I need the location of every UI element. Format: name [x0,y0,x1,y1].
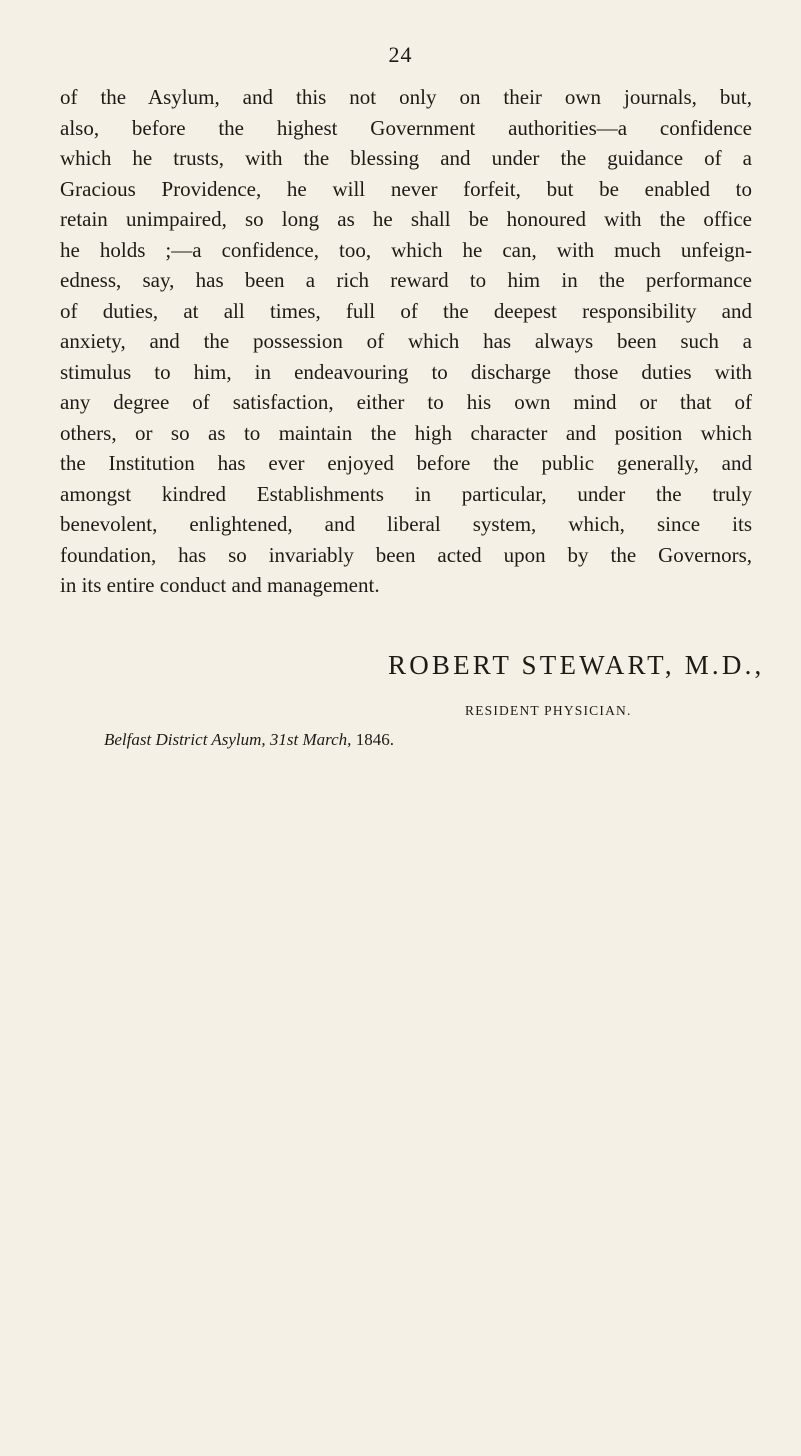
text-line: also, before the highest Government authorities—a confidence [60,115,752,140]
body-text [60,82,752,601]
text-line: retain unimpaired, so long as he shall be honoured with the office [60,207,752,231]
text-line: amongst kindred Establishments in particular, under the truly [60,481,752,506]
text-line: of the Asylum, and this not only on their own journals, but, [60,85,752,109]
text-line: he holds ;—a confidence, too, which he can, with much unfeign- [60,237,752,262]
dateline-day: 31st March, [269,730,352,749]
text-line: anxiety, and the possession of which has always been such a [60,329,752,353]
text-line: in its entire conduct and management. [60,573,380,597]
text-line: stimulus to him, in endeavouring to discharge those duties with [60,359,752,384]
text-line: of duties, at all times, full of the deepest responsibility and [60,298,752,323]
signature-title: RESIDENT PHYSICIAN. [465,703,632,718]
text-line: Gracious Providence, he will never forfeit, but be enabled to [60,176,752,201]
text-line: any degree of satisfaction, either to his own mind or that of [60,390,752,414]
dateline-year: 1846. [355,730,394,749]
text-line: benevolent, enlightened, and liberal system, which, since its [60,512,752,536]
text-line: the Institution has ever enjoyed before the public generally, and [60,451,752,475]
dateline-place: Belfast District Asylum, [104,730,266,749]
text-line: edness, say, has been a rich reward to him in the performance [60,268,752,292]
signature-name: ROBERT STEWART, M.D., [388,650,765,680]
dateline [104,730,394,750]
text-line: others, or so as to maintain the high character and position which [60,420,752,445]
text-line: which he trusts, with the blessing and under the guidance of a [60,146,752,170]
text-line: foundation, has so invariably been acted upon by the Governors, [60,542,752,567]
page-number: 24 [388,42,413,67]
